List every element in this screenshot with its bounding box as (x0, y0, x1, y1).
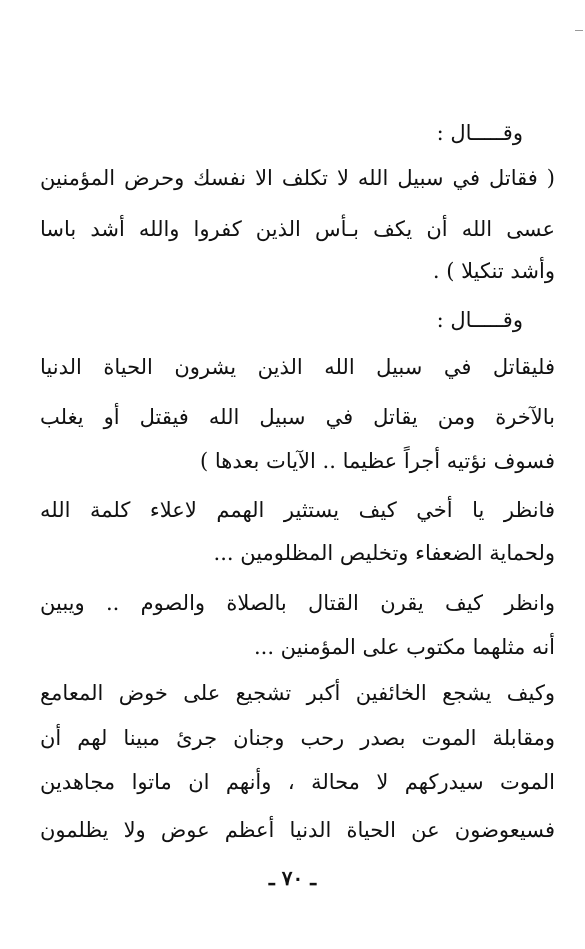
text-line: الموت سيدركهم لا محالة ، وأنهم ان ماتوا مجاهدين (40, 770, 555, 794)
text-line: فسوف نؤتيه أجراً عظيما .. الآيات بعدها ) (200, 449, 555, 473)
text-line: وانظر كيف يقرن القتال بالصلاة والصوم .. ويبين (40, 591, 555, 615)
text-line: وقـــــال : (436, 121, 523, 145)
text-line: فسيعوضون عن الحياة الدنيا أعظم عوض ولا يظلمون (40, 818, 555, 842)
text-line: فانظر يا أخي كيف يستثير الهمم لاعلاء كلمة الله (40, 498, 555, 522)
text-line: بالآخرة ومن يقاتل في سبيل الله فيقتل أو يغلب (40, 405, 555, 429)
page-number: ـ ٧٠ ـ (268, 866, 317, 890)
text-line: ولحماية الضعفاء وتخليص المظلومين ... (213, 541, 555, 565)
text-line: وأشد تنكيلا ) . (432, 259, 555, 283)
text-line: وكيف يشجع الخائفين أكبر تشجيع على خوض المعامع (40, 681, 555, 705)
text-line: ( فقاتل في سبيل الله لا تكلف الا نفسك وحرض المؤمنين (40, 166, 555, 190)
page-edge-mark (575, 30, 583, 31)
text-line: ومقابلة الموت بصدر رحب وجنان جرئ مبينا لهم أن (40, 726, 555, 750)
text-line: عسى الله أن يكف بـأس الذين كفروا والله أشد باسا (40, 217, 555, 241)
text-line: أنه مثلهما مكتوب على المؤمنين ... (253, 635, 555, 659)
text-line: فليقاتل في سبيل الله الذين يشرون الحياة الدنيا (40, 355, 555, 379)
text-line: وقـــــال : (436, 308, 523, 332)
